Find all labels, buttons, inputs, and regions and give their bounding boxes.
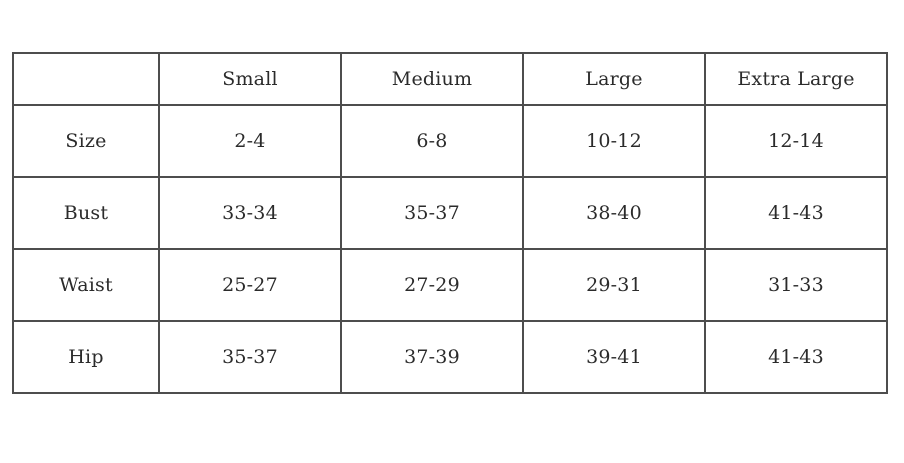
corner-cell bbox=[13, 53, 159, 105]
column-header-medium: Medium bbox=[341, 53, 523, 105]
cell-bust-extra-large: 41-43 bbox=[705, 177, 887, 249]
column-header-large: Large bbox=[523, 53, 705, 105]
table-header-row bbox=[13, 53, 887, 105]
cell-size-large: 10-12 bbox=[523, 105, 705, 177]
row-label-hip: Hip bbox=[13, 321, 159, 393]
cell-bust-large: 38-40 bbox=[523, 177, 705, 249]
cell-bust-small: 33-34 bbox=[159, 177, 341, 249]
row-label-waist: Waist bbox=[13, 249, 159, 321]
cell-waist-small: 25-27 bbox=[159, 249, 341, 321]
cell-hip-extra-large: 41-43 bbox=[705, 321, 887, 393]
cell-waist-medium: 27-29 bbox=[341, 249, 523, 321]
cell-bust-medium: 35-37 bbox=[341, 177, 523, 249]
column-header-extra-large: Extra Large bbox=[705, 53, 887, 105]
cell-hip-medium: 37-39 bbox=[341, 321, 523, 393]
table-row-hip bbox=[13, 321, 887, 393]
size-chart-table bbox=[12, 52, 888, 394]
cell-hip-large: 39-41 bbox=[523, 321, 705, 393]
table-row-bust bbox=[13, 177, 887, 249]
table-row-waist bbox=[13, 249, 887, 321]
column-header-small: Small bbox=[159, 53, 341, 105]
cell-size-extra-large: 12-14 bbox=[705, 105, 887, 177]
cell-hip-small: 35-37 bbox=[159, 321, 341, 393]
row-label-bust: Bust bbox=[13, 177, 159, 249]
cell-waist-extra-large: 31-33 bbox=[705, 249, 887, 321]
row-label-size: Size bbox=[13, 105, 159, 177]
cell-size-small: 2-4 bbox=[159, 105, 341, 177]
cell-size-medium: 6-8 bbox=[341, 105, 523, 177]
table-row-size bbox=[13, 105, 887, 177]
cell-waist-large: 29-31 bbox=[523, 249, 705, 321]
